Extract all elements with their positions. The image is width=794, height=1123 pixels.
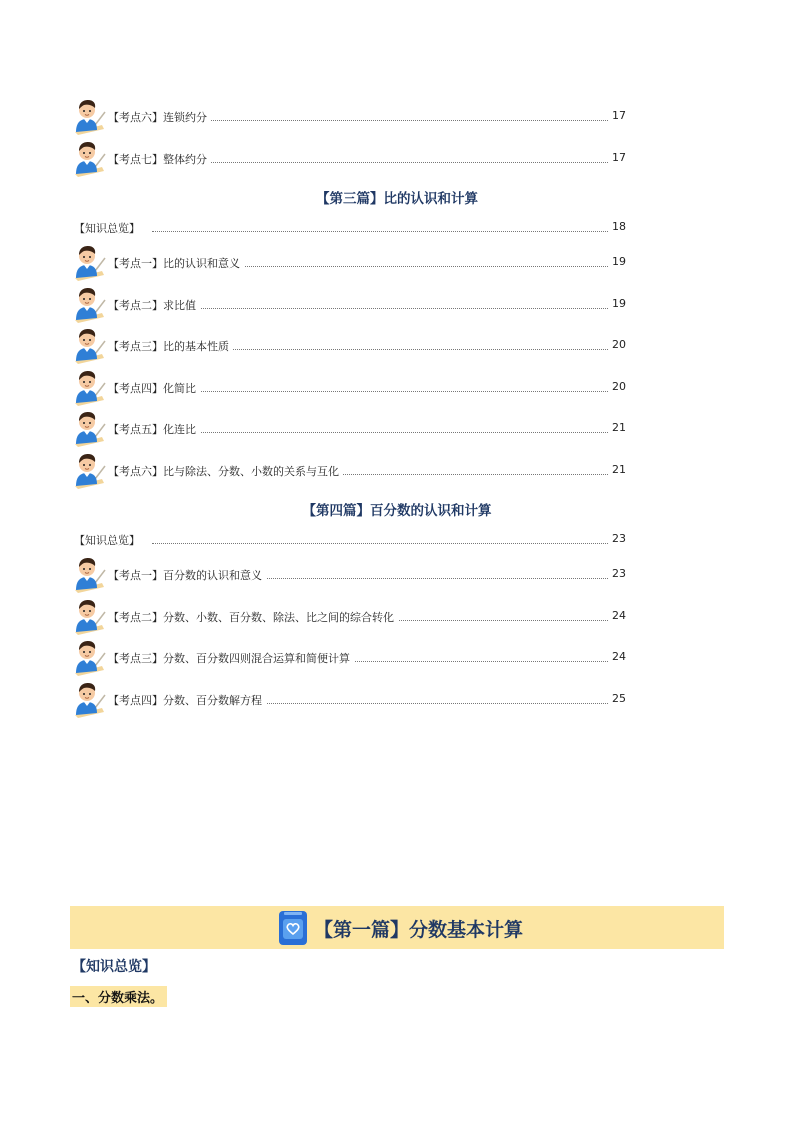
chapter-banner: [70, 906, 724, 949]
toc-page-number: 18: [608, 220, 626, 233]
toc-page-number: 23: [608, 567, 626, 580]
toc-entry[interactable]: [72, 411, 632, 447]
toc-page-number: 17: [608, 109, 626, 122]
toc-entry[interactable]: [72, 640, 632, 676]
toc-entry-label: 【考点四】分数、百分数解方程: [108, 692, 266, 708]
student-avatar-icon: [72, 453, 106, 489]
toc-entry[interactable]: [72, 682, 632, 718]
section-heading: 【第四篇】百分数的认识和计算: [302, 503, 492, 519]
chapter-title: 【第一篇】分数基本计算: [314, 919, 524, 941]
toc-page-number: 20: [608, 338, 626, 351]
toc-entry-label: 【考点六】比与除法、分数、小数的关系与互化: [108, 463, 343, 479]
student-avatar-icon: [72, 328, 106, 364]
toc-entry-label: 【考点三】分数、百分数四则混合运算和简便计算: [108, 650, 354, 666]
dot-leader: [152, 543, 610, 544]
student-avatar-icon: [72, 599, 106, 635]
student-avatar-icon: [72, 287, 106, 323]
toc-entry[interactable]: [72, 328, 632, 364]
toc-entry-label: 【知识总览】: [74, 220, 144, 236]
student-avatar-icon: [72, 557, 106, 593]
section-heading: 【第三篇】比的认识和计算: [316, 191, 478, 207]
dot-leader: [152, 231, 610, 232]
toc-entry[interactable]: [72, 99, 632, 135]
toc-page-number: 25: [608, 692, 626, 705]
knowledge-overview-heading: 【知识总览】: [72, 959, 156, 975]
toc-entry[interactable]: [72, 370, 632, 406]
toc-page-number: 24: [608, 650, 626, 663]
toc-entry-label: 【知识总览】: [74, 532, 144, 548]
sub-heading: 一、分数乘法。: [70, 986, 167, 1007]
toc-page-number: 24: [608, 609, 626, 622]
student-avatar-icon: [72, 245, 106, 281]
toc-entry[interactable]: [72, 453, 632, 489]
toc-entry-label: 【考点三】比的基本性质: [108, 338, 233, 354]
toc-entry-label: 【考点一】百分数的认识和意义: [108, 567, 266, 583]
toc-entry-label: 【考点六】连锁约分: [108, 109, 211, 125]
toc-entry-label: 【考点二】分数、小数、百分数、除法、比之间的综合转化: [108, 609, 398, 625]
student-avatar-icon: [72, 141, 106, 177]
toc-entry[interactable]: [72, 141, 632, 177]
toc-page-number: 23: [608, 532, 626, 545]
toc-entry-label: 【考点四】化简比: [108, 380, 200, 396]
toc-page-number: 21: [608, 463, 626, 476]
toc-overview-entry[interactable]: [72, 532, 632, 548]
student-avatar-icon: [72, 682, 106, 718]
toc-entry-label: 【考点一】比的认识和意义: [108, 255, 244, 271]
toc-entry[interactable]: [72, 557, 632, 593]
toc-page-number: 19: [608, 255, 626, 268]
toc-page-number: 19: [608, 297, 626, 310]
toc-entry[interactable]: [72, 245, 632, 281]
toc-overview-entry[interactable]: [72, 220, 632, 236]
toc-entry[interactable]: [72, 599, 632, 635]
heart-book-icon: [278, 910, 308, 946]
toc-entry-label: 【考点七】整体约分: [108, 151, 211, 167]
student-avatar-icon: [72, 640, 106, 676]
student-avatar-icon: [72, 411, 106, 447]
toc-entry-label: 【考点二】求比值: [108, 297, 200, 313]
toc-entry[interactable]: [72, 287, 632, 323]
toc-page-number: 20: [608, 380, 626, 393]
student-avatar-icon: [72, 370, 106, 406]
toc-page-number: 17: [608, 151, 626, 164]
toc-entry-label: 【考点五】化连比: [108, 421, 200, 437]
student-avatar-icon: [72, 99, 106, 135]
toc-page-number: 21: [608, 421, 626, 434]
